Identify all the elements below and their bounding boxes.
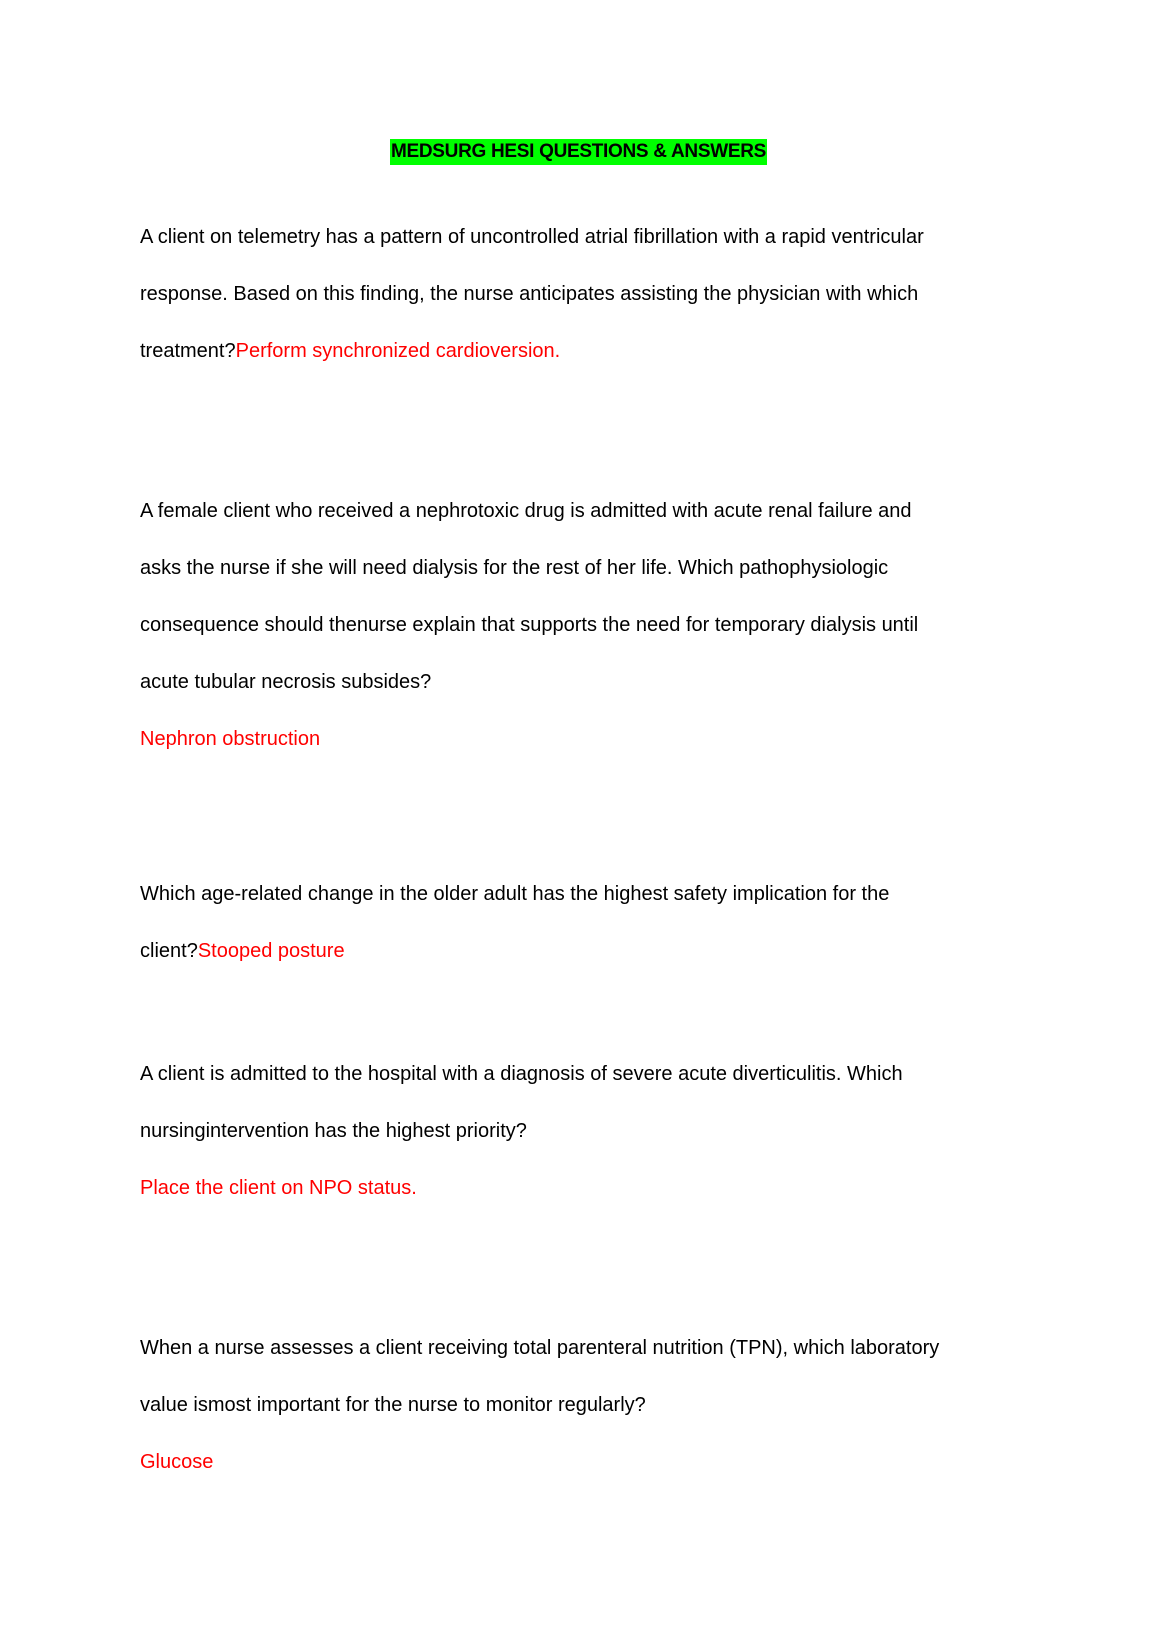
qa-item-5 <box>140 1320 1020 1491</box>
question-3-line-2-with-answer <box>140 923 1020 980</box>
question-2-line-4: acute tubular necrosis subsides? <box>140 671 432 693</box>
title-container <box>0 139 1157 165</box>
question-4-line-1: A client is admitted to the hospital with a diagnosis of severe acute diverticulitis. Which <box>140 1063 903 1085</box>
qa-item-1 <box>140 209 1020 380</box>
qa-item-2 <box>140 483 1020 768</box>
question-1-line-1: A client on telemetry has a pattern of uncontrolled atrial fibrillation with a rapid ventricular <box>140 226 924 248</box>
answer-1: Perform synchronized cardioversion. <box>235 340 561 362</box>
question-3-line-2: client? <box>140 940 198 962</box>
question-2-line-2: asks the nurse if she will need dialysis for the rest of her life. Which pathophysiologic <box>140 557 889 579</box>
question-1-line-3-with-answer <box>140 323 1020 380</box>
page-title: MEDSURG HESI QUESTIONS & ANSWERS <box>390 139 767 165</box>
question-5-line-1: When a nurse assesses a client receiving total parenteral nutrition (TPN), which laboratory <box>140 1337 940 1359</box>
question-1-line-3: treatment? <box>140 340 236 362</box>
question-4-line-2: nursingintervention has the highest priority? <box>140 1120 527 1142</box>
answer-3: Stooped posture <box>197 940 345 962</box>
question-2-line-1: A female client who received a nephrotoxic drug is admitted with acute renal failure and <box>140 500 912 522</box>
qa-item-3 <box>140 866 1020 980</box>
question-2-line-3: consequence should thenurse explain that supports the need for temporary dialysis until <box>140 614 919 636</box>
answer-2: Nephron obstruction <box>140 728 321 750</box>
qa-item-4 <box>140 1046 1020 1217</box>
question-1-line-2: response. Based on this finding, the nurse anticipates assisting the physician with which <box>140 283 919 305</box>
question-3-line-1: Which age-related change in the older adult has the highest safety implication for the <box>140 883 890 905</box>
question-5-line-2: value ismost important for the nurse to monitor regularly? <box>140 1394 646 1416</box>
answer-4: Place the client on NPO status. <box>140 1177 417 1199</box>
answer-5: Glucose <box>140 1451 214 1473</box>
